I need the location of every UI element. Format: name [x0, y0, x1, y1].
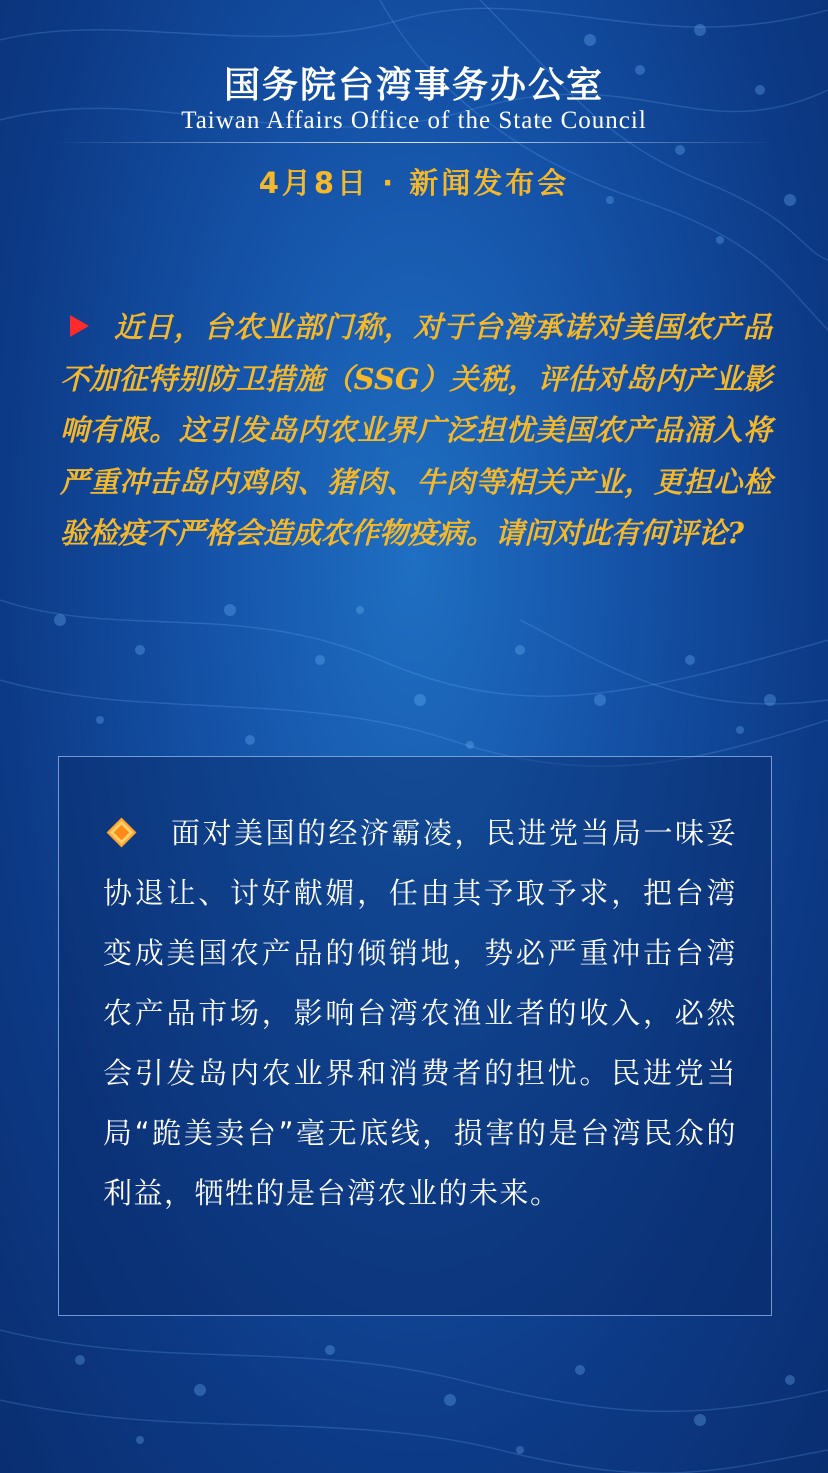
question-block	[60, 302, 772, 560]
press-conference-date: 4月8日 · 新闻发布会	[258, 166, 570, 200]
question-text: 近日，台农业部门称，对于台湾承诺对美国农产品不加征特别防卫措施（SSG）关税，评估对岛内产业影响有限。这引发岛内农业界广泛担忧美国农产品涌入将严重冲击岛内鸡肉、猪肉、牛肉等相关产业，更担心检验检疫不严格会造成农作物疫病。请问对此有何评论?	[60, 310, 772, 550]
orange-diamond-icon	[107, 817, 137, 847]
answer-block	[103, 803, 737, 1223]
org-name-cn: 国务院台湾事务办公室	[223, 64, 604, 106]
answer-text: 面对美国的经济霸凌，民进党当局一味妥协退让、讨好献媚，任由其予取予求，把台湾变成美国农产品的倾销地，势必严重冲击台湾农产品市场，影响台湾农渔业者的收入，必然会引发岛内农业界和消费者的担忧。民进党当局“跪美卖台”毫无底线，损害的是台湾民众的利益，牺牲的是台湾农业的未来。	[103, 816, 737, 1210]
red-triangle-icon	[70, 315, 89, 337]
header-divider	[54, 142, 774, 143]
header	[0, 62, 828, 203]
answer-box	[58, 756, 772, 1316]
org-name-en: Taiwan Affairs Office of the State Council	[181, 107, 647, 134]
